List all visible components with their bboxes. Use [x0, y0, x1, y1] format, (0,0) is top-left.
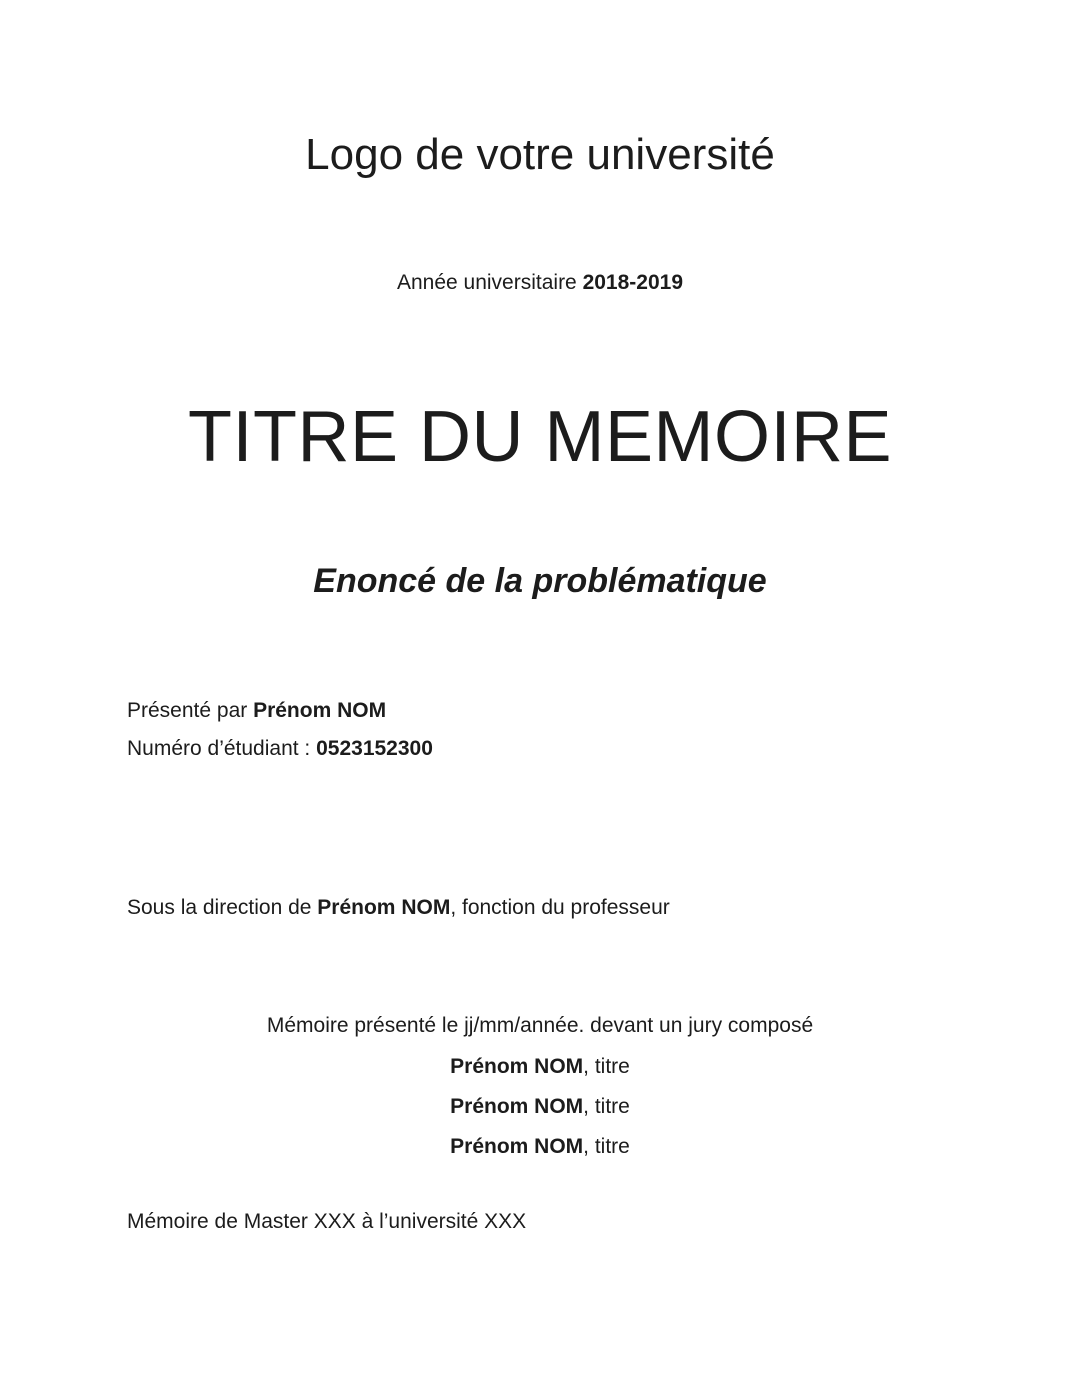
university-logo-placeholder: Logo de votre université: [305, 130, 775, 179]
jury-member-title: , titre: [583, 1055, 630, 1078]
student-number-label: Numéro d’étudiant :: [127, 737, 317, 760]
supervisor-line: [127, 896, 953, 920]
jury-member: [0, 1095, 1080, 1119]
jury-member: [0, 1135, 1080, 1159]
student-number-line: [127, 737, 953, 761]
academic-year-line: [0, 271, 1080, 295]
jury-member-title: , titre: [583, 1135, 630, 1158]
jury-member-name: Prénom NOM: [450, 1055, 584, 1078]
thesis-title: TITRE DU MEMOIRE: [188, 397, 892, 477]
problem-statement-subtitle: Enoncé de la problématique: [313, 562, 767, 600]
jury-member-name: Prénom NOM: [450, 1095, 584, 1118]
student-number-value: 0523152300: [316, 737, 433, 760]
presented-by-line: [127, 699, 953, 723]
degree-line: Mémoire de Master XXX à l’université XXX: [127, 1210, 527, 1233]
academic-year-label: Année universitaire: [396, 271, 583, 294]
presented-by-label: Présenté par: [127, 699, 254, 722]
author-name: Prénom NOM: [253, 699, 387, 722]
jury-member: [0, 1055, 1080, 1079]
supervisor-name: Prénom NOM: [317, 896, 451, 919]
jury-intro-line: Mémoire présenté le jj/mm/année. devant un jury composé: [266, 1014, 814, 1037]
jury-member-name: Prénom NOM: [450, 1135, 584, 1158]
supervisor-role: , fonction du professeur: [450, 896, 670, 919]
jury-member-title: , titre: [583, 1095, 630, 1118]
supervisor-label: Sous la direction de: [127, 896, 318, 919]
academic-year-value: 2018-2019: [582, 271, 684, 294]
